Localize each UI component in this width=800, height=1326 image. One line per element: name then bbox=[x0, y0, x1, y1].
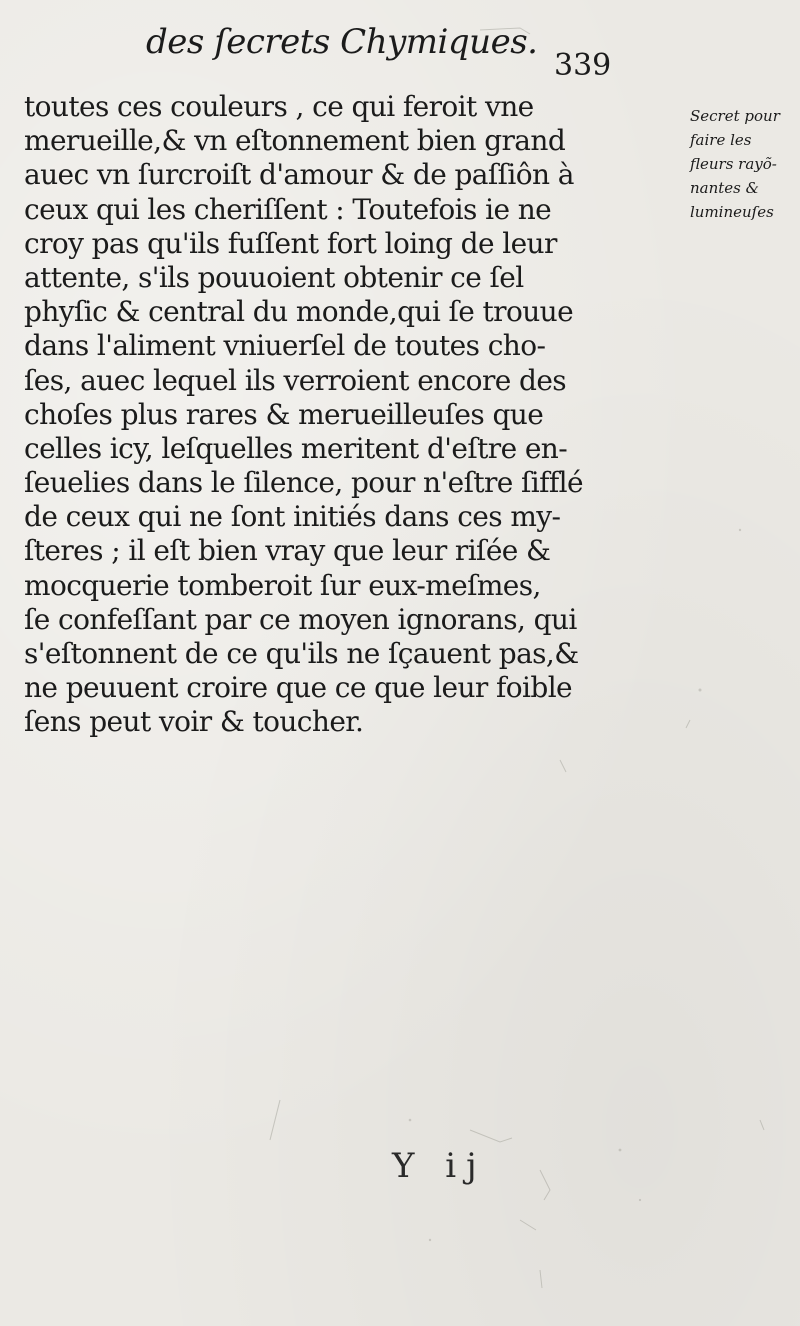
running-head: des ſecrets Chymiques. bbox=[146, 22, 538, 62]
marginal-note-line: lumineuſes bbox=[690, 203, 774, 221]
text-line: ne peuuent croire que ce que leur foible bbox=[24, 671, 573, 705]
marginal-note bbox=[690, 104, 800, 224]
text-line: ſens peut voir & toucher. bbox=[24, 705, 364, 739]
signature-mark: Y ij bbox=[392, 1146, 487, 1186]
text-line: celles icy, leſquelles meritent d'eſtre en- bbox=[24, 431, 568, 465]
text-line: choſes plus rares & merueilleuſes que bbox=[24, 397, 544, 431]
text-line: ſteres ; il eſt bien vray que leur riſée & bbox=[24, 534, 551, 568]
text-line: ceux qui les cheriſſent : Toutefois ie ne bbox=[24, 192, 552, 226]
text-line: ſes, auec lequel ils verroient encore des bbox=[24, 363, 567, 397]
text-line: phyſic & central du monde,qui ſe trouue bbox=[24, 295, 574, 329]
marginal-note-line: fleurs rayõ- bbox=[690, 155, 777, 173]
text-line: croy pas qu'ils fuſſent fort loing de leur bbox=[24, 226, 557, 260]
text-line: dans l'aliment vniuerſel de toutes cho- bbox=[24, 329, 546, 363]
text-line: ſe confeſſant par ce moyen ignorans, qui bbox=[24, 602, 577, 636]
text-line: de ceux qui ne ſont initiés dans ces my- bbox=[24, 500, 561, 534]
text-line: s'eſtonnent de ce qu'ils ne ſçauent pas,& bbox=[24, 637, 579, 670]
marginal-note-line: Secret pour bbox=[690, 107, 780, 125]
text-line: toutes ces couleurs , ce qui feroit vne bbox=[24, 90, 534, 123]
text-line: attente, s'ils pouuoient obtenir ce ſel bbox=[24, 260, 524, 294]
main-text-block bbox=[24, 90, 624, 740]
text-line: mocquerie tomberoit ſur eux-meſmes, bbox=[24, 568, 541, 602]
marginal-note-line: faire les bbox=[690, 131, 752, 149]
text-line: auec vn ſurcroiſt d'amour & de paſſiôn à bbox=[24, 158, 574, 192]
marginal-note-line: nantes & bbox=[690, 179, 759, 197]
text-line: merueille,& vn eſtonnement bien grand bbox=[24, 124, 566, 158]
text-line: ſeuelies dans le ſilence, pour n'eſtre ſifflé bbox=[24, 466, 584, 500]
page-number: 339 bbox=[554, 48, 612, 83]
